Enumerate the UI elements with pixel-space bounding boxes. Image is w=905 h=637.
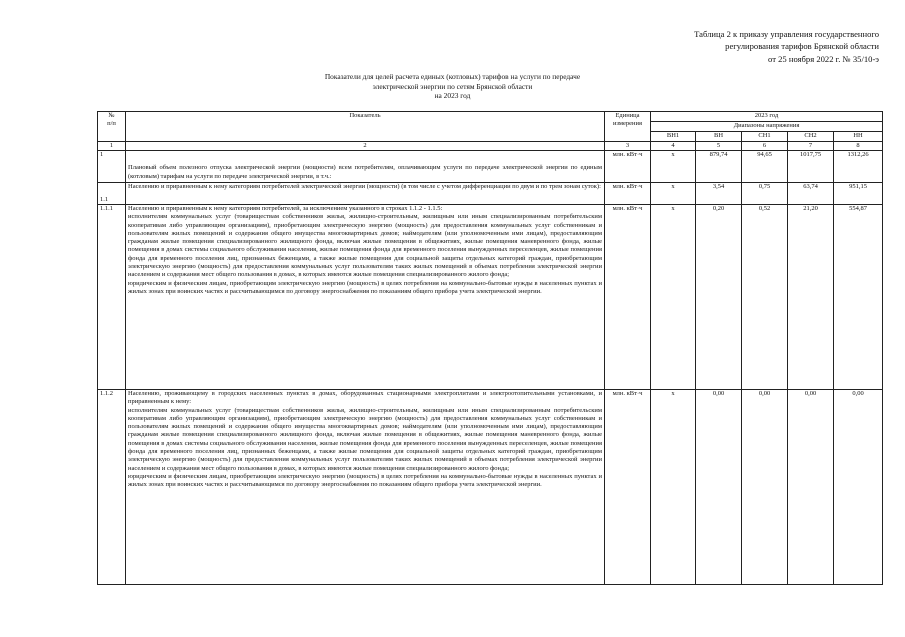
row-unit: млн. кВт·ч — [605, 151, 651, 183]
row-value-sn2: 1017,75 — [788, 151, 834, 183]
header-unit: Единица измерения — [605, 112, 651, 142]
order-reference-line2: регулирования тарифов Брянской области — [725, 41, 879, 52]
table-row — [98, 205, 883, 390]
colnum: 2 — [126, 142, 605, 151]
colnum: 5 — [696, 142, 742, 151]
order-reference — [694, 28, 879, 65]
header-num: № п/п — [98, 112, 126, 142]
row-value-sn1: 0,75 — [742, 183, 788, 205]
row-num: 1.1 — [98, 183, 126, 205]
indicators-table — [97, 111, 883, 585]
order-reference-line3: от 25 ноября 2022 г. № 35/10-э — [768, 53, 879, 64]
row-unit: млн. кВт·ч — [605, 183, 651, 205]
header-indicator: Показатель — [126, 112, 605, 142]
row-value-vn: 0,20 — [696, 205, 742, 390]
row-value-nn: 951,15 — [834, 183, 883, 205]
row-value-vn: 3,54 — [696, 183, 742, 205]
document-title-line1: Показатели для целей расчета единых (котловых) тарифов на услуги по передаче — [324, 72, 581, 81]
header-ranges: Диапазоны напряжения — [651, 122, 883, 132]
document-title-line3: на 2023 год — [434, 91, 471, 101]
row-value-sn2: 0,00 — [788, 390, 834, 585]
row-text: Плановый объем полезного отпуска электрической энергии (мощности) всем потребителям, оплачивающим услуги по передаче электрической энергии по единым (котловым) тарифам на услуги по передаче электрической энергии, в т.ч.: — [126, 151, 605, 183]
header-col-vn1: ВН1 — [651, 132, 696, 142]
row-text: Населению, проживающему в городских населенных пунктах в домах, оборудованных стационарными электроплитами и электроотопительными установками, и приравненным к нему: исполнителям коммунальных услуг (товариществам собственников жилья, жилищно-строительным, жилищным или иным специализированным потребительским кооперативам либо управляющим организациям), приобретающим электрическую энергию (мощность) для предоставления коммунальных услуг собственникам и пользователям жилых помещений и содержания общего имущества многоквартирных домов; наймодателям (или уполномоченным ими лицам), предоставляющим гражданам жилые помещения специализированного жилищного фонда, включая жилые помещения в общежитиях, жилые помещения маневренного фонда, жилые помещения в домах системы социального обслуживания населения, жилые помещения фонда для временного поселения вынужденных переселенцев, жилые помещения фонда для временного поселения лиц, признанных беженцами, а также жилые помещения для социальной защиты отдельных категорий граждан, приобретающим электрическую энергию (мощность) для предоставления коммунальных услуг пользователям таких жилых помещений в объемах потребления электрической энергии населением и содержания мест общего пользования в домах, в которых имеются жилые помещения специализированного жилого фонда; юридическим и физическим лицам, приобретающим электрическую энергию (мощность) в целях потребления на коммунально-бытовые нужды в населенных пунктах и жилых зонах при воинских частях и рассчитывающимся по договору энергоснабжения по показаниям общего прибора учета электрической энергии. — [126, 390, 605, 585]
row-value-vn: 0,00 — [696, 390, 742, 585]
colnum: 4 — [651, 142, 696, 151]
colnum: 3 — [605, 142, 651, 151]
row-num: 1 — [98, 151, 126, 183]
row-unit: млн. кВт·ч — [605, 390, 651, 585]
row-value-vn1: х — [651, 151, 696, 183]
table-row — [98, 390, 883, 585]
row-value-vn1: х — [651, 205, 696, 390]
document-title-line2: электрической энергии по сетям Брянской области — [372, 81, 533, 91]
row-value-sn2: 63,74 — [788, 183, 834, 205]
row-unit: млн. кВт·ч — [605, 205, 651, 390]
row-value-nn: 1312,26 — [834, 151, 883, 183]
order-reference-line1: Таблица 2 к приказу управления государственного — [694, 29, 879, 39]
row-value-sn1: 0,00 — [742, 390, 788, 585]
row-value-vn: 879,74 — [696, 151, 742, 183]
document-title — [0, 72, 905, 101]
table-row — [98, 183, 883, 205]
row-value-sn2: 21,20 — [788, 205, 834, 390]
table-row — [98, 151, 883, 183]
header-col-sn2: СН2 — [788, 132, 834, 142]
row-num: 1.1.2 — [98, 390, 126, 585]
colnum: 6 — [742, 142, 788, 151]
row-value-sn1: 0,52 — [742, 205, 788, 390]
header-col-vn: ВН — [696, 132, 742, 142]
row-value-vn1: х — [651, 183, 696, 205]
row-value-vn1: х — [651, 390, 696, 585]
row-value-nn: 554,87 — [834, 205, 883, 390]
colnum: 7 — [788, 142, 834, 151]
colnum: 1 — [98, 142, 126, 151]
colnum: 8 — [834, 142, 883, 151]
header-year: 2023 год — [651, 112, 883, 122]
header-col-nn: НН — [834, 132, 883, 142]
row-text: Населению и приравненным к нему категориям потребителей электрической энергии (мощности) (в том числе с учетом дифференциации по двум и по трем зонам суток): — [126, 183, 605, 205]
row-num: 1.1.1 — [98, 205, 126, 390]
row-text: Населению и приравненным к нему категориям потребителей, за исключением указанного в строках 1.1.2 - 1.1.5: исполнителям коммунальных услуг (товариществам собственников жилья, жилищно-строительным, жилищным или иным специализированным потребительским кооперативам либо управляющим организациям), приобретающим электрическую энергию (мощность) для предоставления коммунальных услуг собственникам и пользователям жилых помещений и содержания общего имущества многоквартирных домов; наймодателям (или уполномоченным ими лицам), предоставляющим гражданам жилые помещения специализированного жилищного фонда, включая жилые помещения в общежитиях, жилые помещения маневренного фонда, жилые помещения в домах системы социального обслуживания населения, жилые помещения фонда для временного поселения вынужденных переселенцев, жилые помещения фонда для временного поселения лиц, признанных беженцами, а также жилые помещения для социальной защиты отдельных категорий граждан, приобретающим электрическую энергию (мощность) для предоставления коммунальных услуг пользователям таких жилых помещений в объемах потребления электрической энергии населением и содержания мест общего пользования в домах, в которых имеются жилые помещения специализированного жилого фонда; юридическим и физическим лицам, приобретающим электрическую энергию (мощность) в целях потребления на коммунально-бытовые нужды в населенных пунктах и жилых зонах при воинских частях и рассчитывающимся по договору энергоснабжения по показаниям общего прибора учета электрической энергии. — [126, 205, 605, 390]
row-value-nn: 0,00 — [834, 390, 883, 585]
column-number-row — [98, 142, 883, 151]
header-col-sn1: СН1 — [742, 132, 788, 142]
row-value-sn1: 94,65 — [742, 151, 788, 183]
